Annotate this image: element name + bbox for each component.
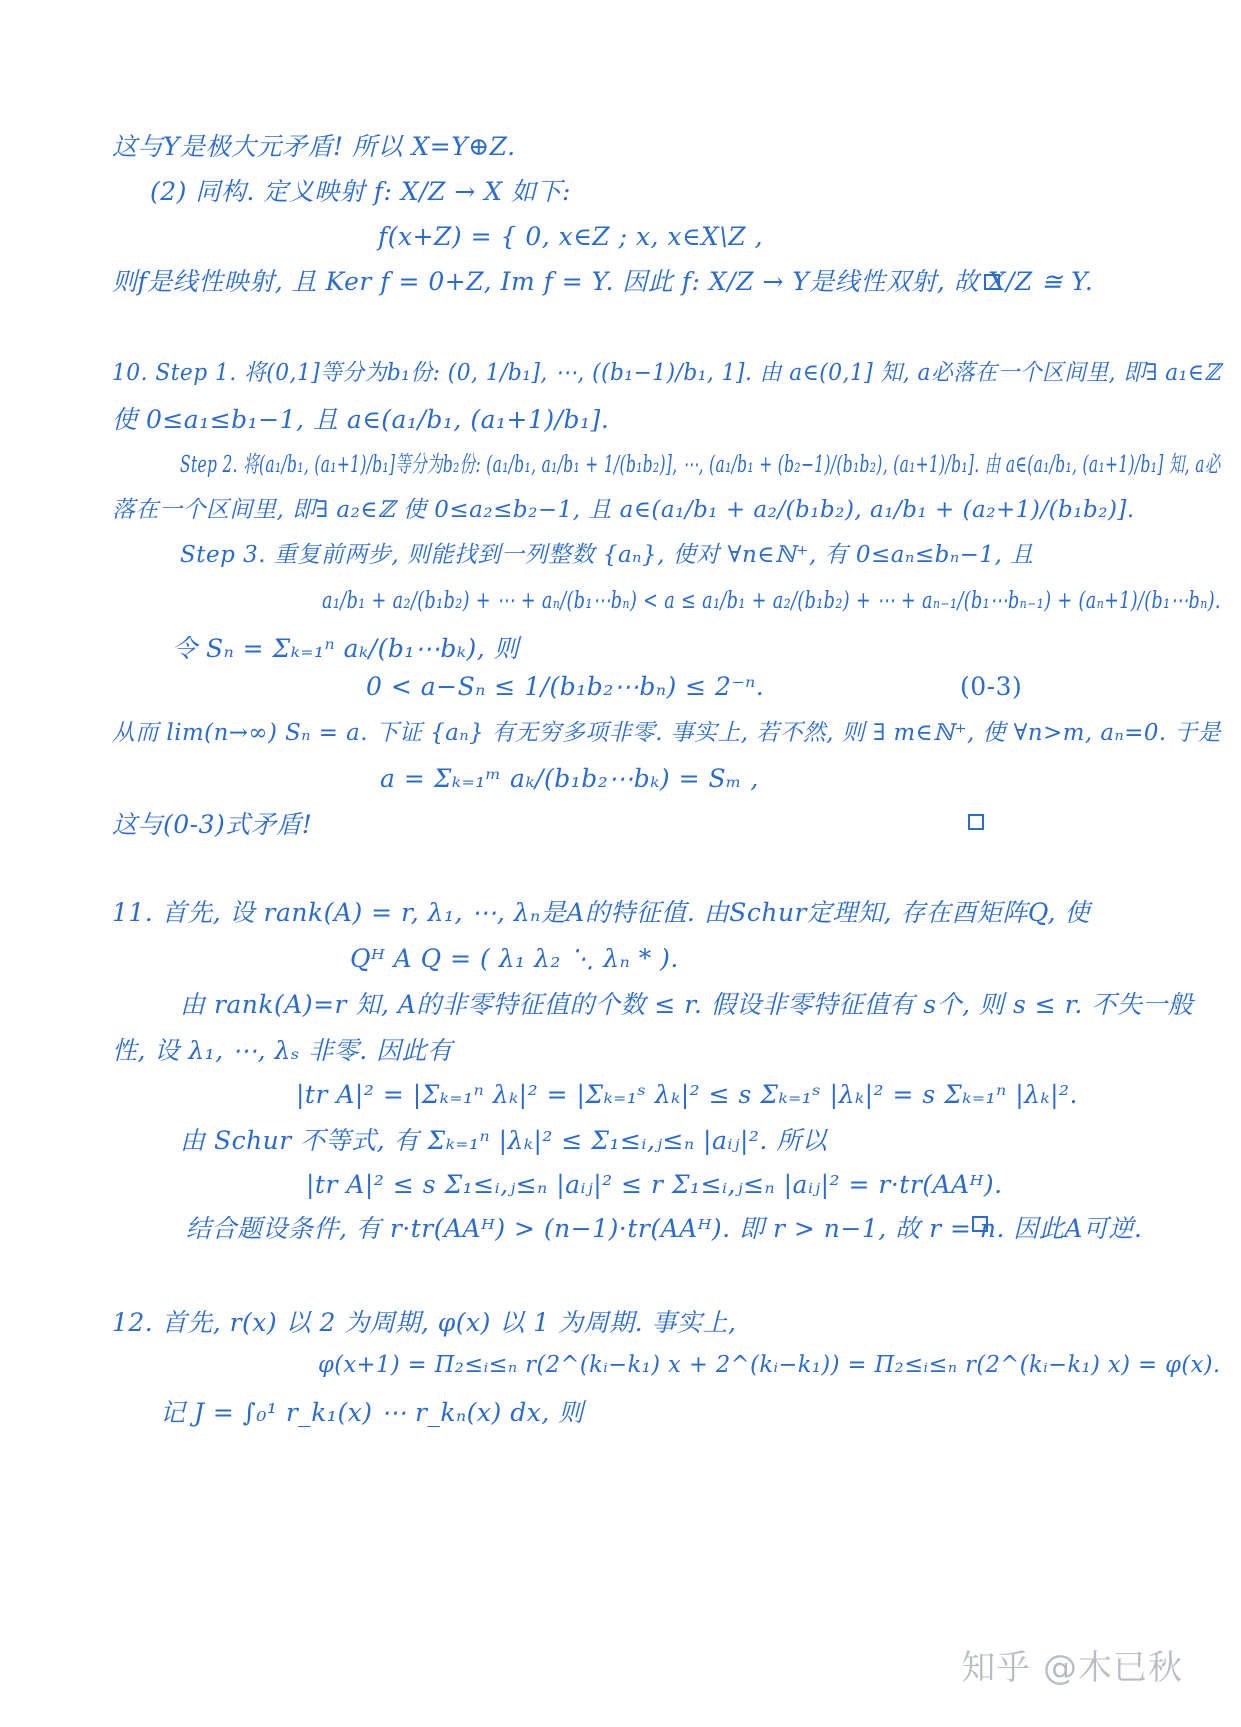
watermark: 知乎 @木已秋 xyxy=(961,1648,1183,1688)
text-line: 这与(0-3)式矛盾! xyxy=(112,810,313,839)
equation-label: (0-3) xyxy=(960,672,1023,701)
text-line: 由 rank(A)=r 知, A的非零特征值的个数 ≤ r. 假设非零特征值有 s个, 则 s ≤ r. 不失一般 xyxy=(180,990,1194,1019)
text-line: 使 0≤a₁≤b₁−1, 且 a∈(a₁/b₁, (a₁+1)/b₁]. xyxy=(112,405,610,434)
text-line: 10. Step 1. 将(0,1]等分为b₁份: (0, 1/b₁], ⋯, ((b₁−1)/b₁, 1]. 由 a∈(0,1] 知, a必落在一个区间里, 即∃ a₁∈ℤ xyxy=(112,360,1221,386)
text-line: Step 2. 将(a₁/b₁, (a₁+1)/b₁]等分为b₂份: (a₁/b₁, a₁/b₁ + 1/(b₁b₂)], ⋯, (a₁/b₁ + (b₂−1)/(b₁b₂), (a₁+1)/b₁]. 由 a∈(a₁/b₁, (a₁+1)/b₁] 知, a必 xyxy=(180,452,1221,478)
text-line: 从而 lim(n→∞) Sₙ = a. 下证 {aₙ} 有无穷多项非零. 事实上, 若不然, 则 ∃ m∈ℕ⁺, 使 ∀n>m, aₙ=0. 于是 xyxy=(112,720,1222,746)
equation: φ(x+1) = Π₂≤ᵢ≤ₙ r(2^(kᵢ−k₁) x + 2^(kᵢ−k₁)) = Π₂≤ᵢ≤ₙ r(2^(kᵢ−k₁) x) = φ(x). xyxy=(318,1352,1221,1378)
equation: Qᴴ A Q = ( λ₁ λ₂ ⋱ λₙ * ). xyxy=(350,944,679,973)
text-line: 12. 首先, r(x) 以 2 为周期, φ(x) 以 1 为周期. 事实上, xyxy=(112,1308,737,1337)
equation: |tr A|² = |Σₖ₌₁ⁿ λₖ|² = |Σₖ₌₁ˢ λₖ|² ≤ s Σₖ₌₁ˢ |λₖ|² = s Σₖ₌₁ⁿ |λₖ|². xyxy=(296,1080,1078,1109)
equation: |tr A|² ≤ s Σ₁≤ᵢ,ⱼ≤ₙ |aᵢⱼ|² ≤ r Σ₁≤ᵢ,ⱼ≤ₙ |aᵢⱼ|² = r·tr(AAᴴ). xyxy=(306,1170,1003,1199)
text-line: 则f是线性映射, 且 Ker f = 0+Z, Im f = Y. 因此 f: X/Z → Y是线性双射, 故 X/Z ≅ Y. xyxy=(112,267,1094,296)
text-line: 记 J = ∫₀¹ r_k₁(x) ⋯ r_kₙ(x) dx, 则 xyxy=(160,1398,584,1427)
text-line: 令 Sₙ = Σₖ₌₁ⁿ aₖ/(b₁⋯bₖ), 则 xyxy=(172,634,520,663)
text-line: 这与Y是极大元矛盾! 所以 X=Y⊕Z. xyxy=(112,132,516,161)
equation: f(x+Z) = { 0, x∈Z ; x, x∈X\Z , xyxy=(378,222,764,251)
text-line: 由 Schur 不等式, 有 Σₖ₌₁ⁿ |λₖ|² ≤ Σ₁≤ᵢ,ⱼ≤ₙ |aᵢⱼ|². 所以 xyxy=(180,1126,828,1155)
text-line: 结合题设条件, 有 r·tr(AAᴴ) > (n−1)·tr(AAᴴ). 即 r > n−1, 故 r = n. 因此A可逆. xyxy=(186,1214,1143,1243)
equation: 0 < a−Sₙ ≤ 1/(b₁b₂⋯bₙ) ≤ 2⁻ⁿ. xyxy=(366,672,765,701)
qed-box xyxy=(968,814,984,830)
text-line: Step 3. 重复前两步, 则能找到一列整数 {aₙ}, 使对 ∀n∈ℕ⁺, 有 0≤aₙ≤bₙ−1, 且 xyxy=(180,542,1034,568)
qed-box xyxy=(972,1216,988,1232)
qed-box xyxy=(984,274,1000,290)
equation: a = Σₖ₌₁ᵐ aₖ/(b₁b₂⋯bₖ) = Sₘ , xyxy=(380,764,759,793)
text-line: 11. 首先, 设 rank(A) = r, λ₁, ⋯, λₙ是A的特征值. 由Schur定理知, 存在酉矩阵Q, 使 xyxy=(112,898,1091,927)
equation: a₁/b₁ + a₂/(b₁b₂) + ⋯ + aₙ/(b₁⋯bₙ) < a ≤ a₁/b₁ + a₂/(b₁b₂) + ⋯ + aₙ₋₁/(b₁⋯bₙ₋₁) + (aₙ+1)/(b₁⋯bₙ). xyxy=(322,588,1221,614)
text-line: 落在一个区间里, 即∃ a₂∈ℤ 使 0≤a₂≤b₂−1, 且 a∈(a₁/b₁ + a₂/(b₁b₂), a₁/b₁ + (a₂+1)/(b₁b₂)]. xyxy=(112,497,1135,523)
text-line: (2) 同构. 定义映射 f: X/Z → X 如下: xyxy=(150,177,571,206)
text-line: 性, 设 λ₁, ⋯, λₛ 非零. 因此有 xyxy=(112,1036,453,1065)
